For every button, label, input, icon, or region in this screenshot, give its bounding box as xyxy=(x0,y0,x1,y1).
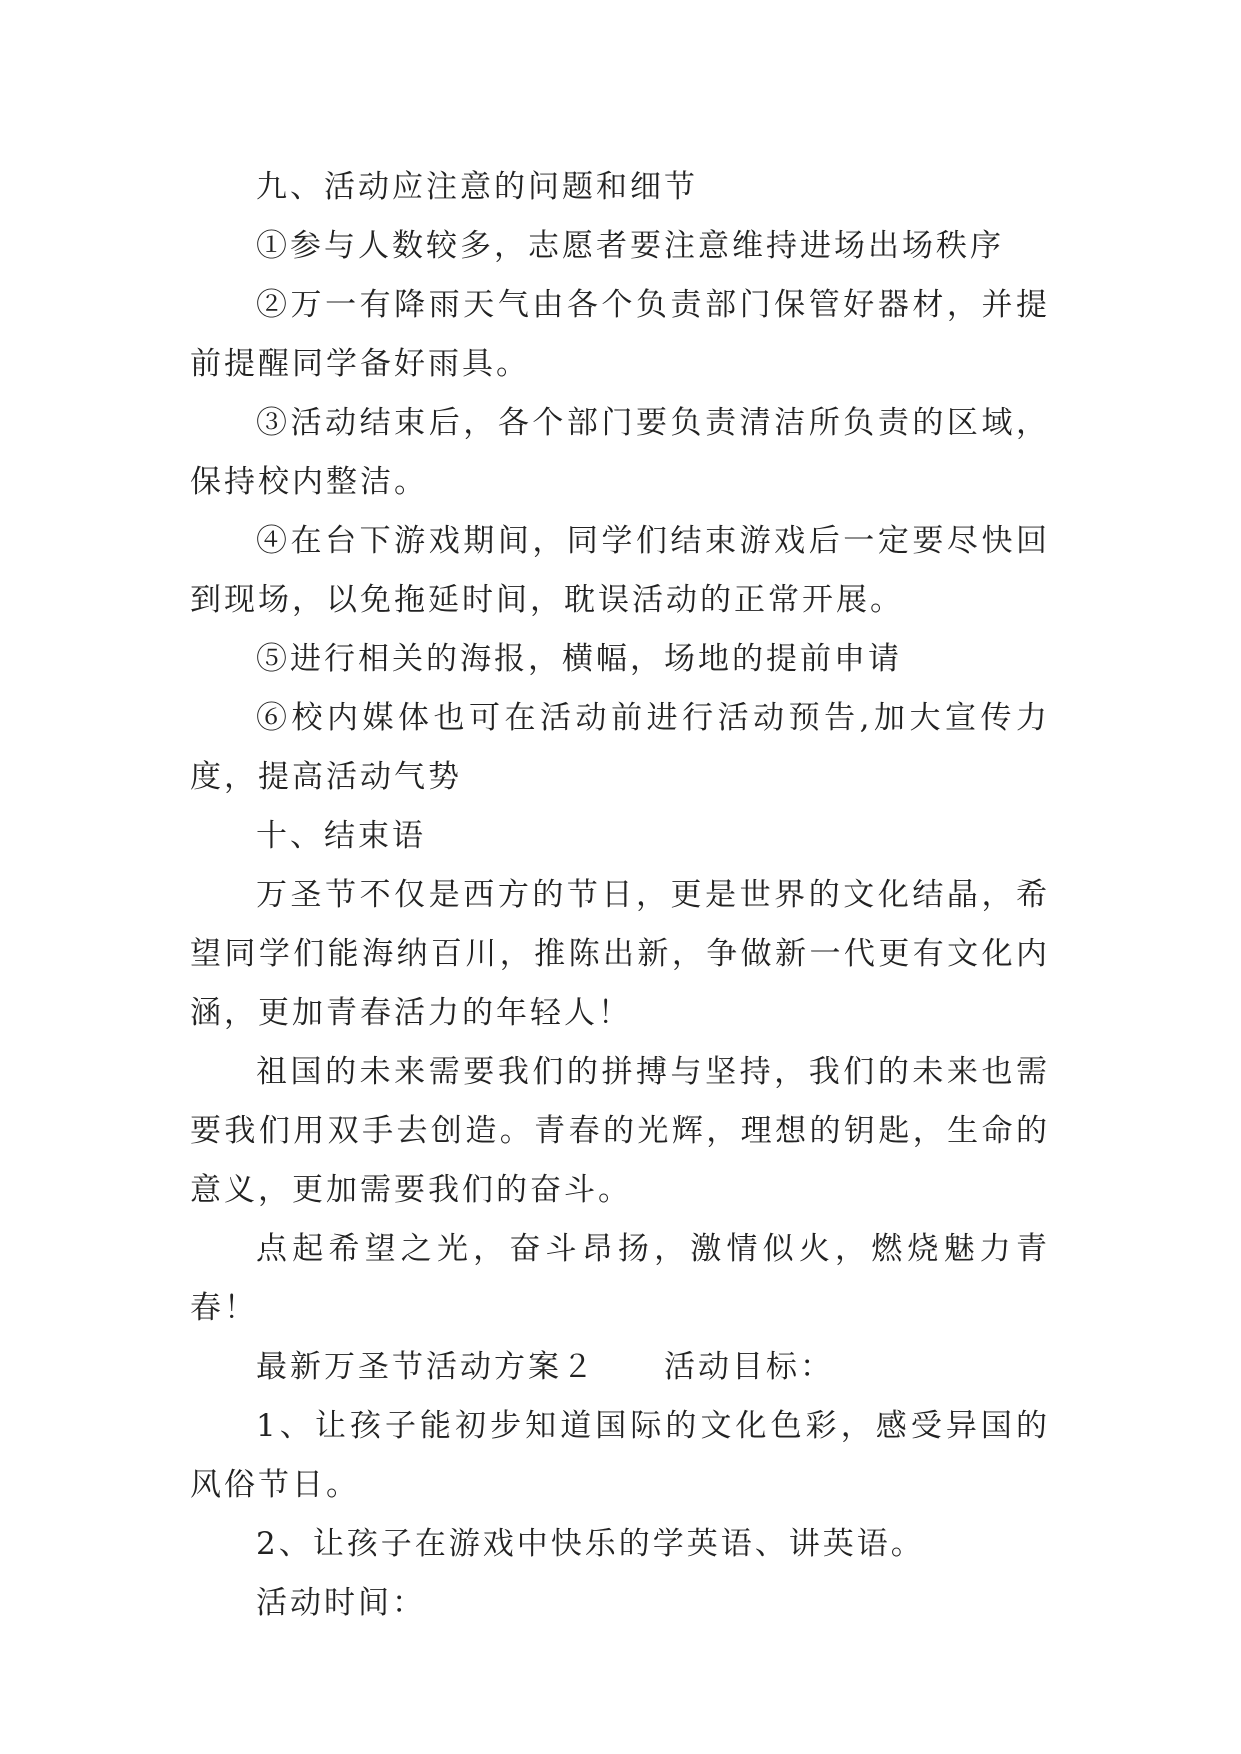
list-item: 1、让孩子能初步知道国际的文化色彩，感受异国的风俗节日。 xyxy=(190,1408,1050,1503)
body-paragraph: 点起希望之光，奋斗昂扬，激情似火，燃烧魅力青春！ xyxy=(190,1231,1050,1326)
body-paragraph: 活动时间： xyxy=(256,1585,426,1621)
list-item: 2、让孩子在游戏中快乐的学英语、讲英语。 xyxy=(256,1526,925,1562)
list-item: ①参与人数较多，志愿者要注意维持进场出场秩序 xyxy=(256,228,1004,264)
body-paragraph: 祖国的未来需要我们的拼搏与坚持，我们的未来也需要我们用双手去创造。青春的光辉，理想的钥匙，生命的意义，更加需要我们的奋斗。 xyxy=(190,1054,1050,1208)
list-item: ②万一有降雨天气由各个负责部门保管好器材，并提前提醒同学备好雨具。 xyxy=(190,287,1050,382)
list-item: ④在台下游戏期间，同学们结束游戏后一定要尽快回到现场，以免拖延时间，耽误活动的正常开展。 xyxy=(190,523,1050,618)
section-heading-10: 十、结束语 xyxy=(256,818,426,854)
body-paragraph: 万圣节不仅是西方的节日，更是世界的文化结晶，希望同学们能海纳百川，推陈出新，争做新一代更有文化内涵，更加青春活力的年轻人！ xyxy=(190,877,1050,1031)
section-heading-9: 九、活动应注意的问题和细节 xyxy=(256,169,698,205)
document-body xyxy=(190,158,1050,1633)
list-item: ③活动结束后，各个部门要负责清洁所负责的区域，保持校内整洁。 xyxy=(190,405,1050,500)
list-item: ⑥校内媒体也可在活动前进行活动预告,加大宣传力度，提高活动气势 xyxy=(190,700,1050,795)
plan-heading: 最新万圣节活动方案２ 活动目标： xyxy=(256,1349,834,1385)
list-item: ⑤进行相关的海报，横幅，场地的提前申请 xyxy=(256,641,902,677)
